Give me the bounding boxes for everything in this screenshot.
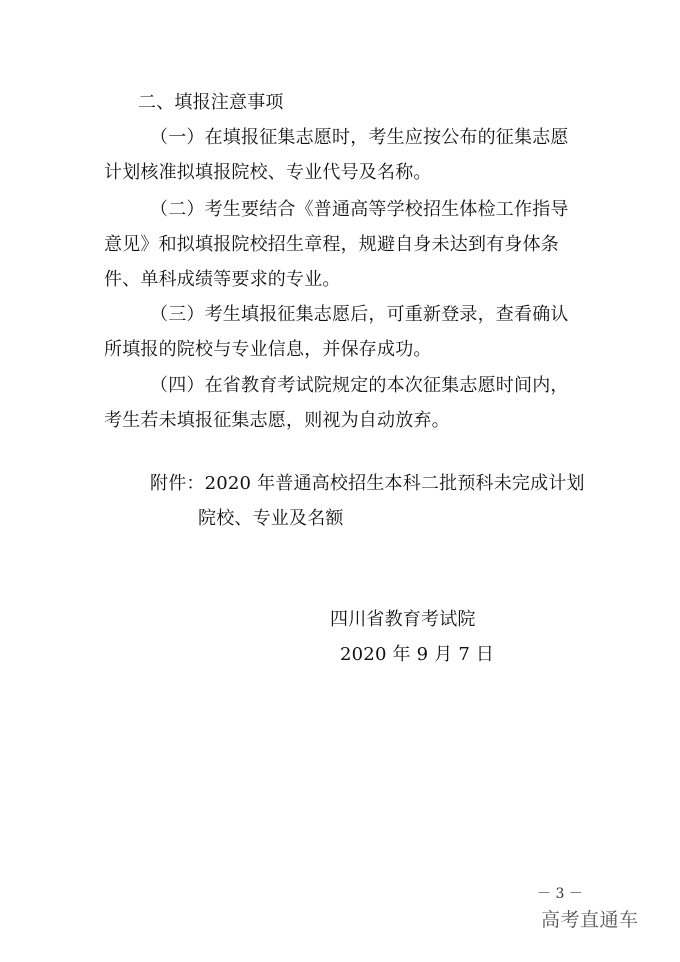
issue-date: 2020 年 9 月 7 日 xyxy=(340,644,495,665)
item-2-line-2: 意见》和拟填报院校招生章程，规避自身未达到有身体条 xyxy=(104,234,559,255)
item-2-line-3: 件、单科成绩等要求的专业。 xyxy=(104,269,341,290)
attachment-line-1: 附件：2020 年普通高校招生本科二批预科未完成计划 xyxy=(150,473,585,494)
item-4-line-1: （四）在省教育考试院规定的本次征集志愿时间内， xyxy=(150,375,569,396)
watermark-text: 高考直通车 xyxy=(541,909,639,931)
attachment-line-2: 院校、专业及名额 xyxy=(198,508,344,529)
item-2-line-1: （二）考生要结合《普通高等学校招生体检工作指导 xyxy=(150,199,569,220)
item-1-line-2: 计划核准拟填报院校、专业代号及名称。 xyxy=(104,162,432,183)
item-3-line-1: （三）考生填报征集志愿后，可重新登录，查看确认 xyxy=(150,304,569,325)
section-heading: 二、填报注意事项 xyxy=(138,92,284,113)
item-1-line-1: （一）在填报征集志愿时，考生应按公布的征集志愿 xyxy=(150,127,569,148)
item-3-line-2: 所填报的院校与专业信息，并保存成功。 xyxy=(104,339,432,360)
page-number: － 3 － xyxy=(537,886,583,902)
item-4-line-2: 考生若未填报征集志愿，则视为自动放弃。 xyxy=(104,410,450,431)
issuing-organization: 四川省教育考试院 xyxy=(330,609,476,630)
